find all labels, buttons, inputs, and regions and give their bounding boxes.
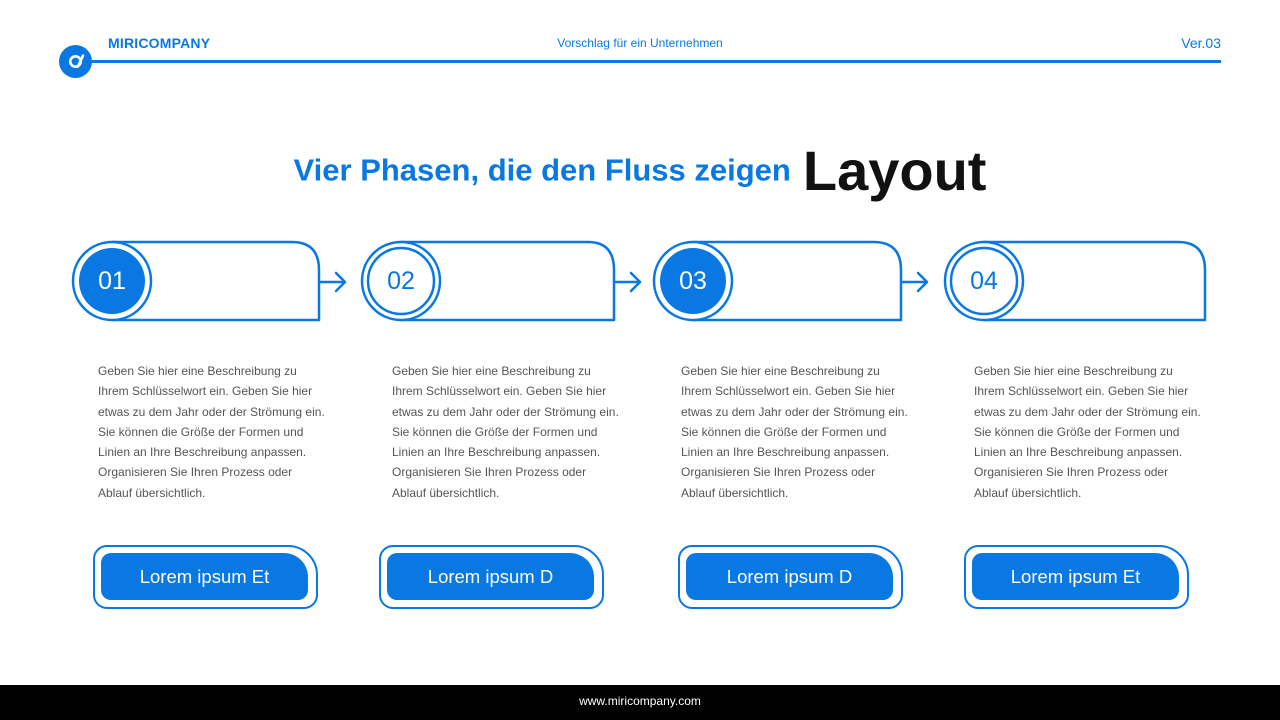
arrow-right-icon [614,273,640,291]
button-label: Lorem ipsum D [726,565,853,587]
phase-4-description: Geben Sie hier eine Beschreibung zu Ihrem Schlüsselwort ein. Geben Sie hier etwas zu dem Jahr oder der Strömung ein. Sie können die Größe der Formen und Linien an Ihre Beschreibung anpassen. Organisieren Sie Ihren Prozess oder Ablauf übersichtlich. [974,364,1201,500]
phase-1-description: Geben Sie hier eine Beschreibung zu Ihrem Schlüsselwort ein. Geben Sie hier etwas zu dem Jahr oder der Strömung ein. Sie können die Größe der Formen und Linien an Ihre Beschreibung anpassen. Organisieren Sie Ihren Prozess oder Ablauf übersichtlich. [98,364,325,500]
phase-4-number: 04 [970,267,998,295]
phase-3-description: Geben Sie hier eine Beschreibung zu Ihrem Schlüsselwort ein. Geben Sie hier etwas zu dem Jahr oder der Strömung ein. Sie können die Größe der Formen und Linien an Ihre Beschreibung anpassen. Organisieren Sie Ihren Prozess oder Ablauf übersichtlich. [681,364,908,500]
footer-url[interactable]: www.miricompany.com [579,694,701,708]
phase-1-button[interactable] [93,545,318,609]
button-label: Lorem ipsum Et [1010,565,1141,587]
phase-flow-diagram [0,0,1280,340]
arrow-right-icon [901,273,927,291]
phase-4-button[interactable] [964,545,1189,609]
title-main: Vier Phasen, die den Fluss zeigen [293,152,791,188]
phase-2-button[interactable] [379,545,604,609]
version-label: Ver.03 [1181,35,1221,51]
title-accent: Layout [802,139,987,202]
header-subtitle: Vorschlag für ein Unternehmen [557,36,723,50]
arrow-right-icon [319,273,345,291]
phase-2-number: 02 [387,267,415,295]
footer-bar [0,685,1280,720]
phase-3-button[interactable] [678,545,903,609]
brand-name: MIRICOMPANY [108,35,211,51]
phase-3-number: 03 [679,267,707,295]
button-label: Lorem ipsum D [427,565,554,587]
phase-2-description: Geben Sie hier eine Beschreibung zu Ihrem Schlüsselwort ein. Geben Sie hier etwas zu dem Jahr oder der Strömung ein. Sie können die Größe der Formen und Linien an Ihre Beschreibung anpassen. Organisieren Sie Ihren Prozess oder Ablauf übersichtlich. [392,364,619,500]
phase-1-number: 01 [98,267,126,295]
button-label: Lorem ipsum Et [139,565,270,587]
